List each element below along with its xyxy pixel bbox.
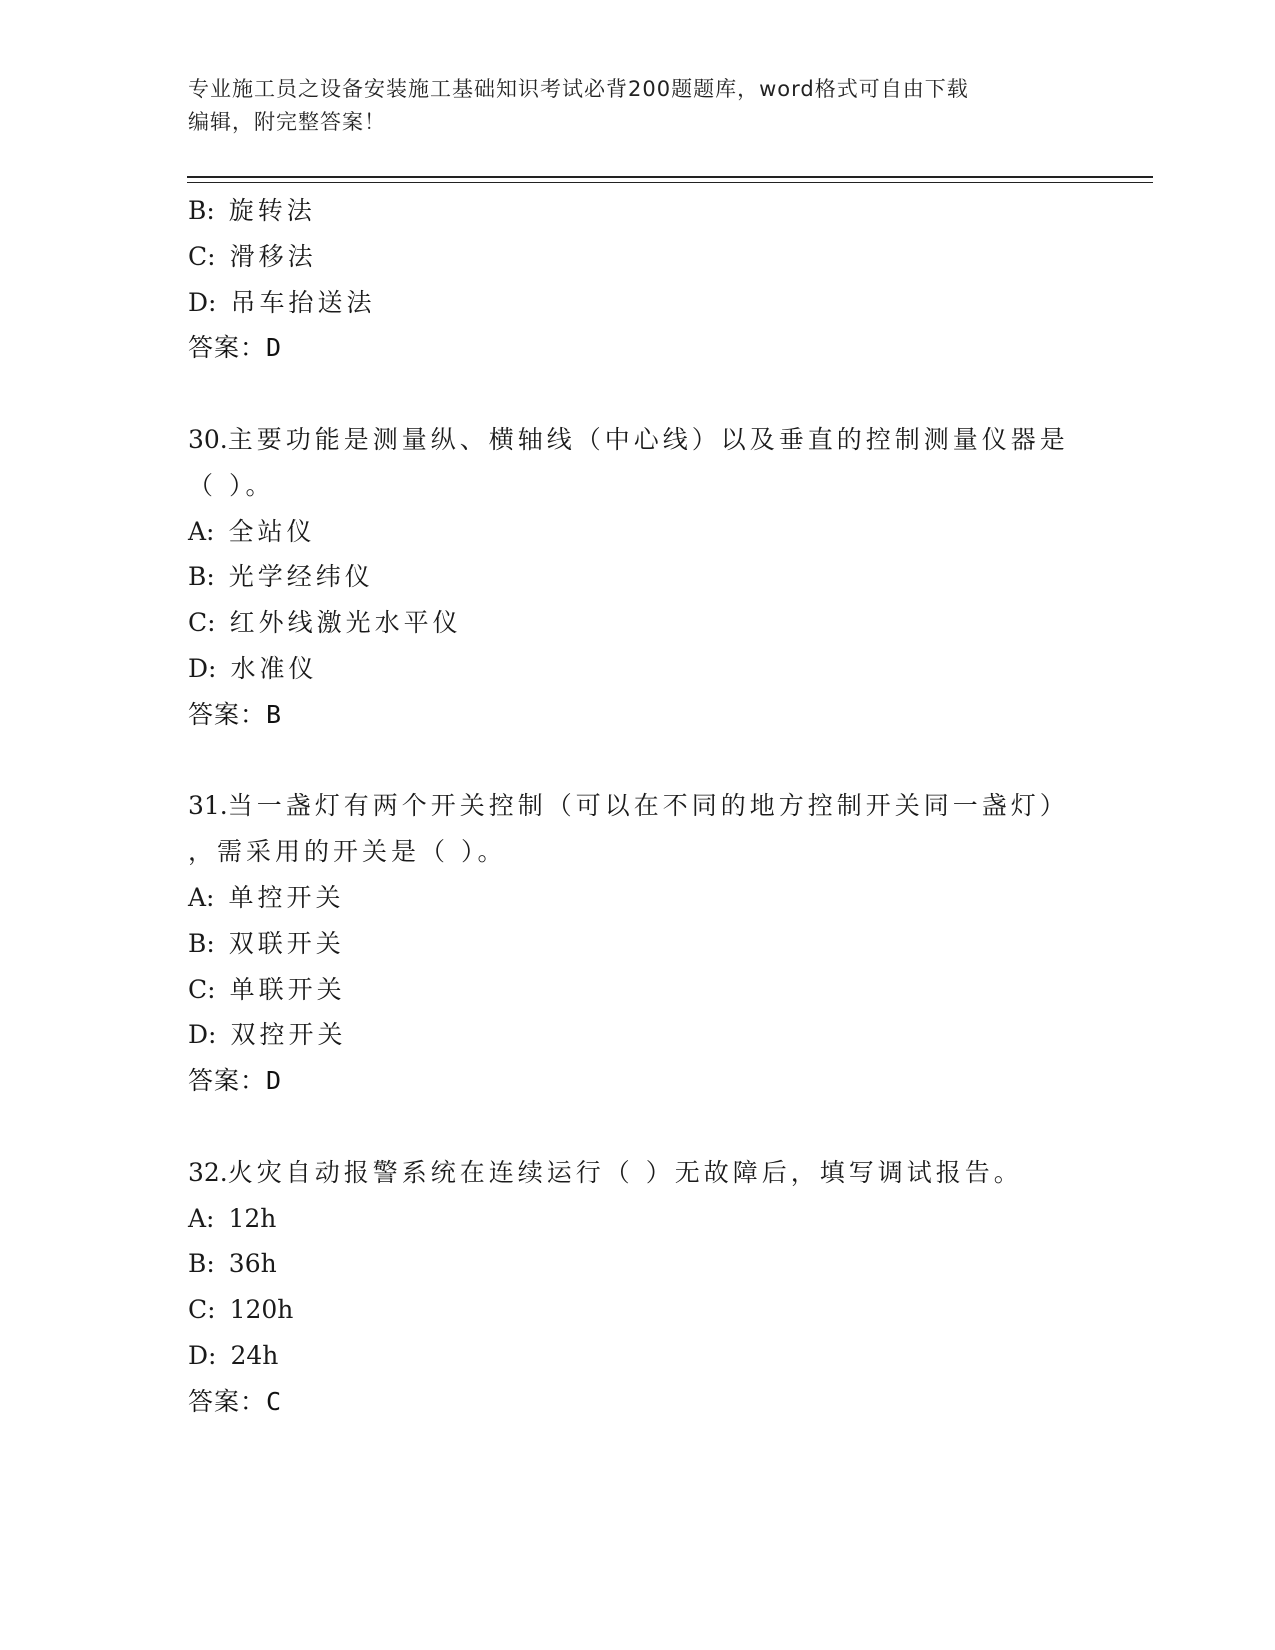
option-text: 单控开关 bbox=[228, 882, 345, 912]
spacer bbox=[188, 1104, 1088, 1150]
option-letter: C: bbox=[188, 974, 216, 1004]
option-letter: C: bbox=[188, 1295, 216, 1325]
question-text-line1: 火灾自动报警系统在连续运行（ ）无故障后，填写调试报告。 bbox=[227, 1157, 1023, 1187]
question-30 bbox=[188, 417, 1088, 738]
option-letter: B: bbox=[188, 928, 215, 958]
answer-label: 答案： bbox=[188, 333, 267, 363]
option-letter: D: bbox=[188, 1020, 217, 1050]
question-32 bbox=[188, 1150, 1088, 1425]
option-text: 光学经纬仪 bbox=[228, 562, 374, 592]
option-c bbox=[188, 600, 1088, 646]
option-b bbox=[188, 188, 1088, 234]
header-rule-thick bbox=[187, 176, 1153, 178]
option-letter: C: bbox=[188, 241, 216, 271]
question-number: 31. bbox=[188, 791, 228, 821]
option-text: 120h bbox=[229, 1295, 294, 1325]
question-text bbox=[188, 1150, 1088, 1196]
option-text: 36h bbox=[228, 1249, 277, 1279]
option-text: 旋转法 bbox=[228, 196, 316, 225]
prev-question bbox=[188, 188, 1088, 371]
option-c bbox=[188, 1287, 1088, 1333]
option-b bbox=[188, 554, 1088, 600]
header-rule-thin bbox=[187, 182, 1153, 183]
option-letter: D: bbox=[188, 287, 217, 317]
option-b bbox=[188, 921, 1088, 967]
option-text: 12h bbox=[228, 1203, 277, 1233]
option-d bbox=[188, 646, 1088, 692]
option-c bbox=[188, 967, 1088, 1013]
option-a bbox=[188, 875, 1088, 921]
option-letter: D: bbox=[188, 653, 217, 683]
question-text bbox=[188, 783, 1088, 829]
option-letter: D: bbox=[188, 1340, 217, 1370]
question-text bbox=[188, 417, 1088, 463]
question-number: 32. bbox=[188, 1157, 228, 1187]
option-letter: B: bbox=[188, 1249, 215, 1279]
option-c bbox=[188, 234, 1088, 280]
option-b bbox=[188, 1241, 1088, 1287]
option-text: 双控开关 bbox=[230, 1020, 347, 1050]
answer-value: D bbox=[266, 333, 283, 363]
question-list bbox=[188, 188, 1088, 1425]
option-text: 24h bbox=[230, 1340, 279, 1370]
spacer bbox=[188, 738, 1088, 784]
answer-line bbox=[188, 325, 1088, 371]
answer-line bbox=[188, 1379, 1088, 1425]
option-text: 水准仪 bbox=[230, 653, 318, 683]
option-letter: B: bbox=[188, 196, 215, 225]
answer-value: B bbox=[266, 699, 283, 729]
option-text: 滑移法 bbox=[229, 241, 317, 271]
question-text-line2: （ ）。 bbox=[188, 470, 275, 500]
header-title-line1: 专业施工员之设备安装施工基础知识考试必背200题题库，word格式可自由下载 bbox=[188, 77, 969, 101]
option-d bbox=[188, 1012, 1088, 1058]
answer-label: 答案： bbox=[188, 699, 267, 729]
answer-label: 答案： bbox=[188, 1386, 267, 1416]
option-d bbox=[188, 280, 1088, 326]
answer-label: 答案： bbox=[188, 1066, 267, 1096]
option-d bbox=[188, 1333, 1088, 1379]
question-text-line1: 主要功能是测量纵、横轴线（中心线）以及垂直的控制测量仪器是 bbox=[227, 424, 1069, 454]
question-text-line1: 当一盏灯有两个开关控制（可以在不同的地方控制开关同一盏灯） bbox=[227, 791, 1069, 821]
option-text: 吊车抬送法 bbox=[230, 287, 376, 317]
option-letter: B: bbox=[188, 562, 215, 592]
document-header bbox=[188, 73, 1088, 139]
option-text: 单联开关 bbox=[229, 974, 346, 1004]
option-letter: A: bbox=[188, 1203, 215, 1233]
spacer bbox=[188, 371, 1088, 417]
header-title-line2: 编辑，附完整答案！ bbox=[188, 110, 386, 134]
answer-value: C bbox=[266, 1386, 283, 1416]
answer-value: D bbox=[266, 1066, 283, 1096]
option-text: 双联开关 bbox=[228, 928, 345, 958]
answer-line bbox=[188, 1058, 1088, 1104]
option-a bbox=[188, 1196, 1088, 1242]
option-a bbox=[188, 509, 1088, 555]
option-text: 红外线激光水平仪 bbox=[229, 608, 462, 638]
option-letter: A: bbox=[188, 882, 215, 912]
option-letter: C: bbox=[188, 608, 216, 638]
answer-line bbox=[188, 692, 1088, 738]
option-letter: A: bbox=[188, 516, 215, 546]
question-number: 30. bbox=[188, 424, 228, 454]
question-31 bbox=[188, 783, 1088, 1104]
question-text-line2: ，需采用的开关是（ ）。 bbox=[188, 837, 507, 867]
option-text: 全站仪 bbox=[228, 516, 316, 546]
